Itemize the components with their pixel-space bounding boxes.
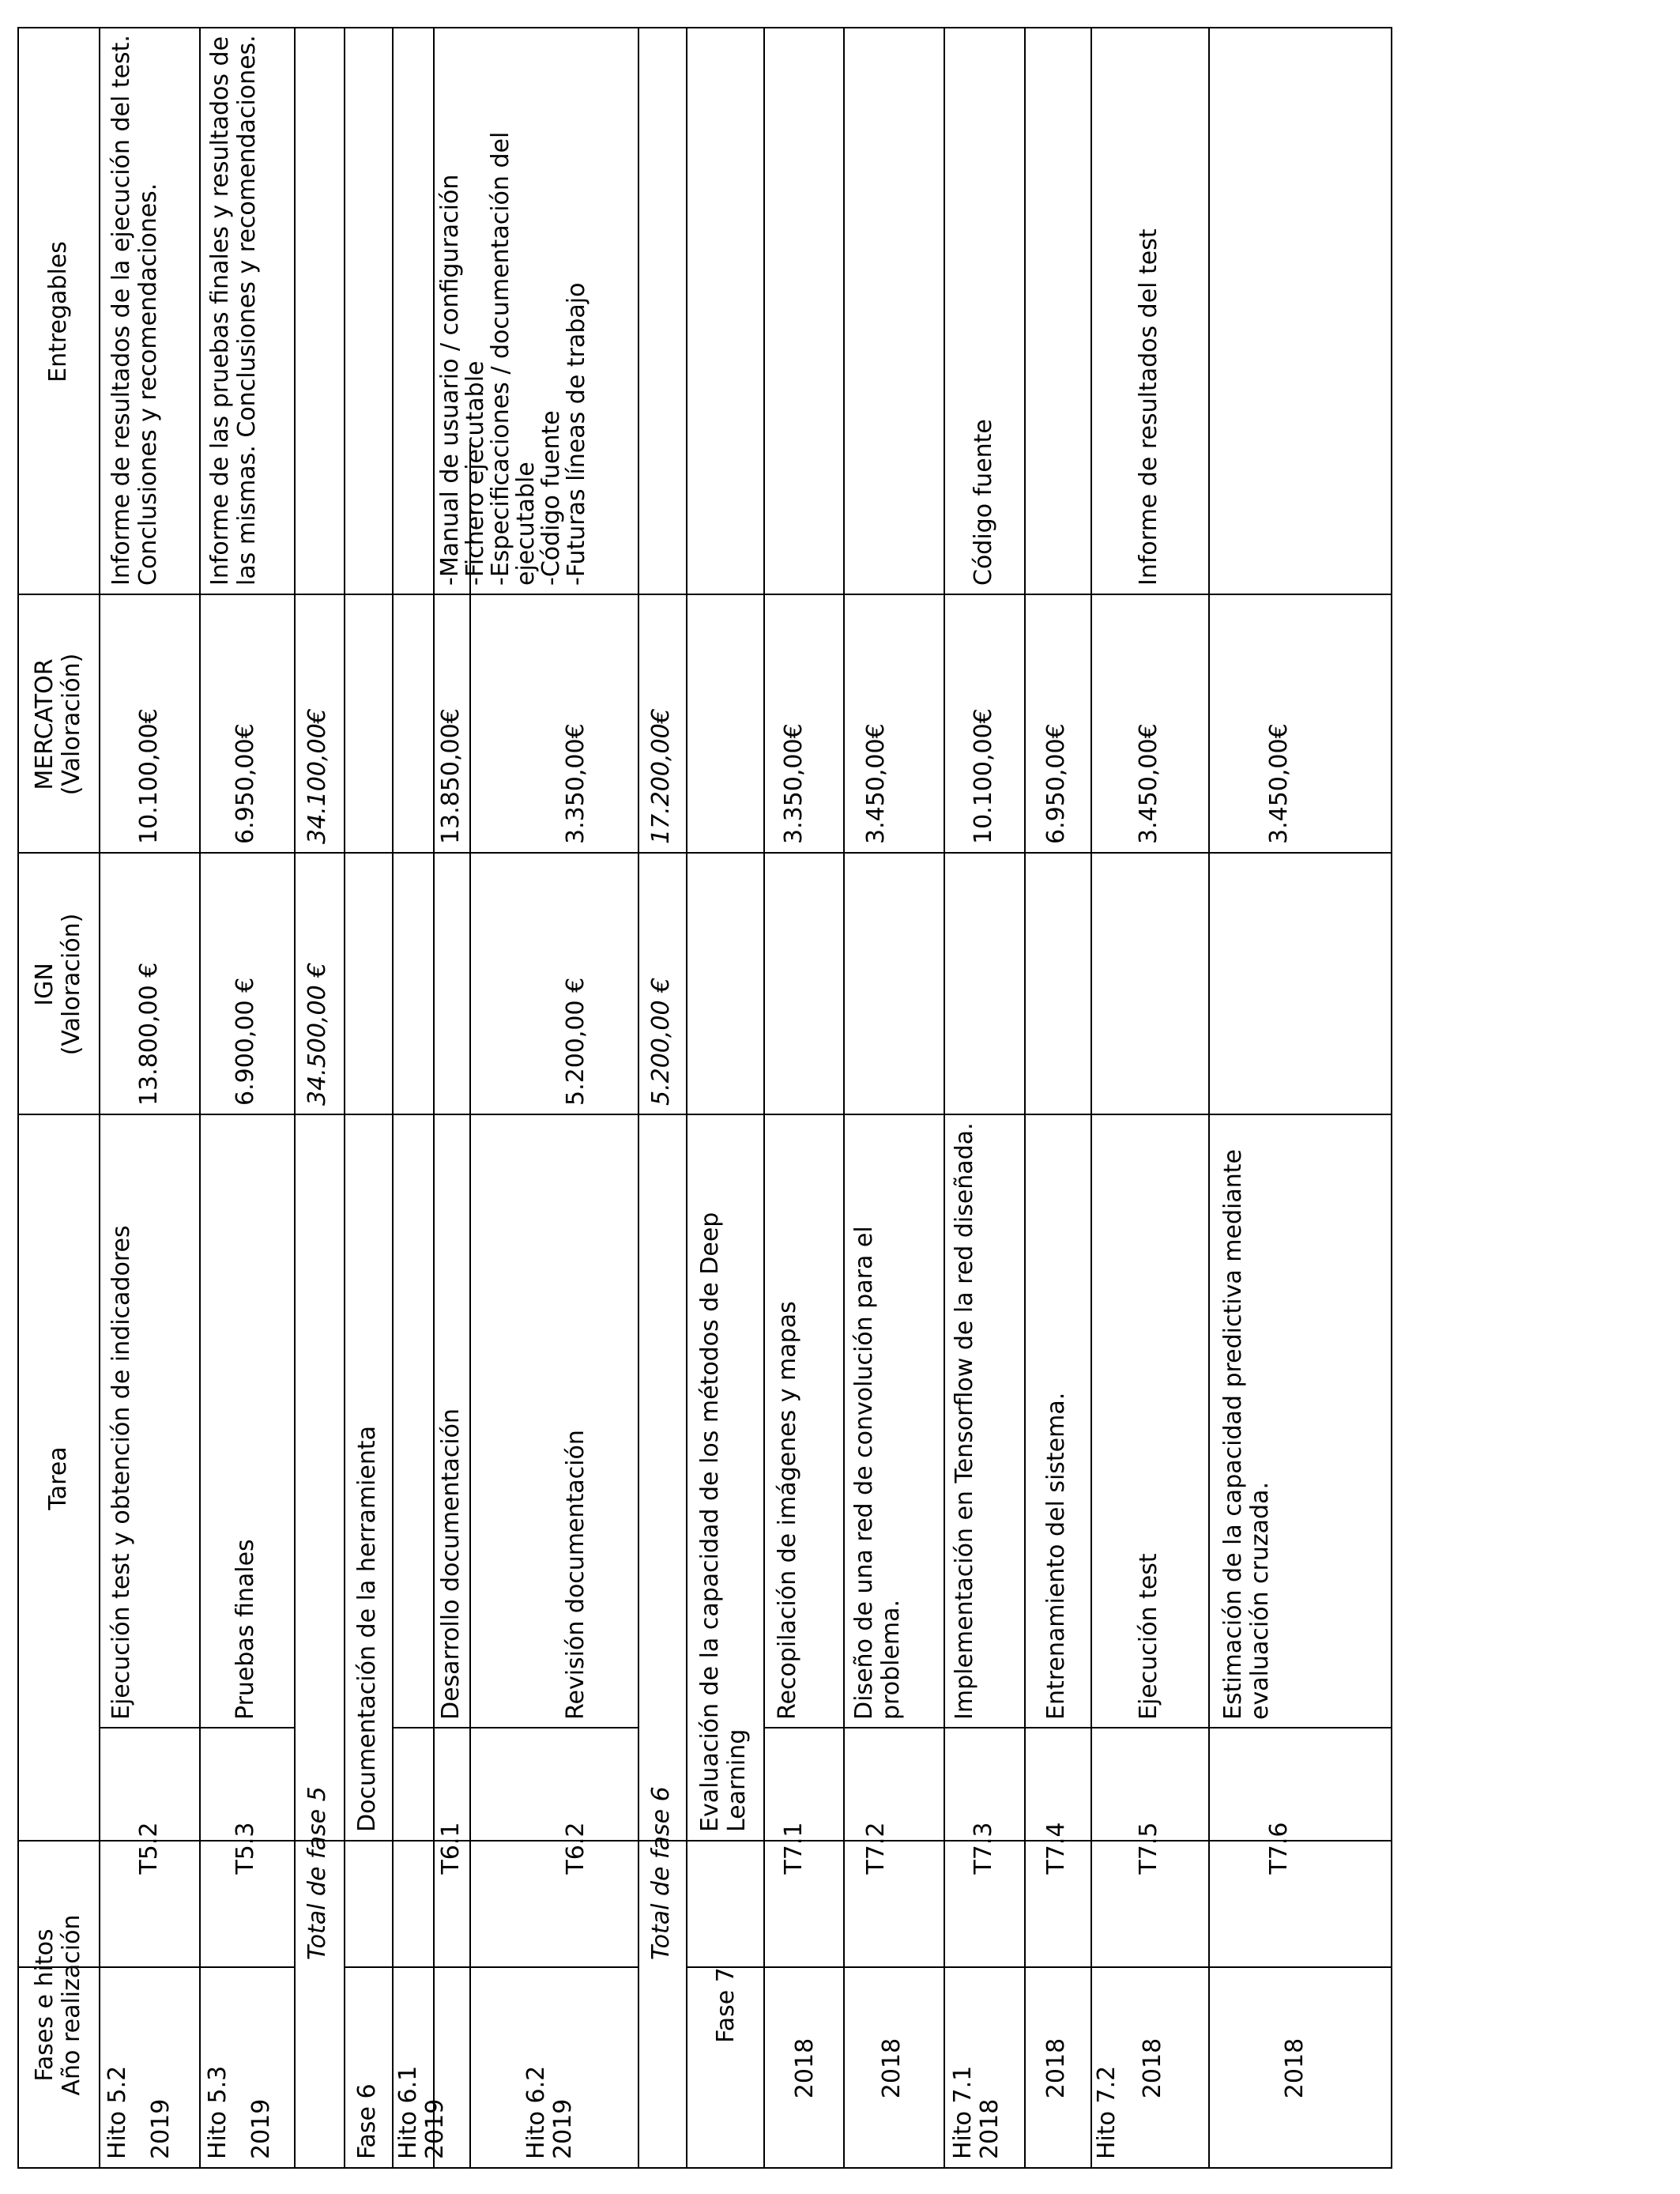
row1-task: Ejecución test y obtención de indicadores (107, 1225, 135, 1720)
row9-code: T7.1 (780, 1822, 808, 1875)
header-fases-line1: Fases e hitos (31, 1928, 58, 2082)
row6-task: Revisión documentación (562, 1430, 590, 1720)
row14-year: 2018 (1281, 2038, 1309, 2099)
row12-mercator: 6.950,00€ (1042, 723, 1070, 844)
row2-year: 2019 (247, 2098, 275, 2159)
row5-6-entregables (438, 32, 590, 586)
row4-task: Documentación de la herramienta (353, 1426, 381, 1832)
row11-code: T7.3 (970, 1822, 997, 1875)
row6-hito: Hito 6.2 (522, 2065, 550, 2159)
row14-task: Estimación de la capacidad predictiva mediante evaluación cruzada. (1219, 1149, 1274, 1720)
row7-total-label: Total de fase 6 (647, 1786, 675, 1960)
row2-entregable: Informe de las pruebas finales y resultados de las mismas. Conclusiones y recomendaciones. (206, 35, 261, 586)
row13-entregable: Informe de resultados del test (1135, 228, 1162, 586)
row10-year: 2018 (878, 2038, 906, 2099)
row11-year: 2018 (976, 2098, 1004, 2159)
row9-mercator: 3.350,00€ (780, 723, 808, 844)
row8-task: Evaluación de la capacidad de los métodos de Deep Learning (696, 1212, 751, 1832)
header-entregables: Entregables (44, 241, 72, 383)
header-mercator-line2: (Valoración) (58, 653, 85, 796)
entregable-item: -Código fuente (537, 410, 565, 586)
row1-entregable: Informe de resultados de la ejecución del test. Conclusiones y recomendaciones. (107, 35, 162, 586)
entregable-item: -Especificaciones / documentación del ejecutable (487, 131, 540, 586)
header-ign-line2: (Valoración) (58, 913, 85, 1056)
row9-task: Recopilación de imágenes y mapas (774, 1301, 801, 1720)
budget-table (17, 27, 1392, 2169)
row13-mercator: 3.450,00€ (1135, 723, 1162, 844)
row12-code: T7.4 (1042, 1822, 1070, 1875)
header-tarea: Tarea (44, 1446, 72, 1510)
row12-task: Entrenamiento del sistema. (1042, 1392, 1070, 1720)
row7-ign: 5.200,00 € (647, 977, 675, 1106)
row2-ign: 6.900,00 € (232, 977, 259, 1106)
entregable-item: -Manual de usuario / configuración (436, 174, 464, 586)
header-ign-line1: IGN (31, 963, 58, 1006)
row5-code: T6.1 (437, 1822, 465, 1875)
row7-mercator: 17.200,00€ (647, 708, 675, 844)
header-fases (32, 1842, 85, 2169)
row1-year: 2019 (147, 2098, 175, 2159)
header-mercator (32, 595, 85, 854)
row1-hito: Hito 5.2 (104, 2065, 131, 2159)
row1-mercator: 10.100,00€ (135, 708, 163, 844)
row1-code: T5.2 (135, 1822, 163, 1875)
row11-mercator: 10.100,00€ (970, 708, 997, 844)
entregable-item: -Futuras líneas de trabajo (563, 282, 590, 586)
header-fases-line2: Año realización (58, 1914, 85, 2096)
entregable-item: -Fichero ejecutable (461, 360, 489, 586)
row1-ign: 13.800,00 € (135, 962, 163, 1106)
row3-mercator: 34.100,00€ (303, 708, 331, 844)
row5-mercator: 13.850,00€ (437, 708, 465, 844)
row13-code: T7.5 (1135, 1822, 1162, 1875)
row5-task: Desarrollo documentación (437, 1408, 465, 1720)
row12-year: 2018 (1042, 2038, 1070, 2099)
row5-hito: Hito 6.1 (394, 2065, 422, 2159)
row13-task: Ejecución test (1135, 1553, 1162, 1720)
row10-code: T7.2 (862, 1822, 890, 1875)
row10-mercator: 3.450,00€ (862, 723, 890, 844)
row6-code: T6.2 (562, 1822, 590, 1875)
row3-total-label: Total de fase 5 (303, 1786, 331, 1960)
row6-mercator: 3.350,00€ (562, 723, 590, 844)
row5-year: 2019 (421, 2098, 449, 2159)
row6-ign: 5.200,00 € (562, 977, 590, 1106)
row9-year: 2018 (791, 2038, 819, 2099)
row2-mercator: 6.950,00€ (232, 723, 259, 844)
row6-year: 2019 (549, 2098, 577, 2159)
row13-year: 2018 (1139, 2038, 1166, 2099)
row2-code: T5.3 (232, 1822, 259, 1875)
row10-task: Diseño de una red de convolución para el problema. (850, 1226, 905, 1720)
row13-hito: Hito 7.2 (1093, 2065, 1121, 2159)
row8-fase: Fase 7 (712, 1967, 740, 2043)
row2-hito: Hito 5.3 (204, 2065, 232, 2159)
row11-entregable: Código fuente (970, 419, 997, 586)
row14-mercator: 3.450,00€ (1265, 723, 1293, 844)
row4-fase: Fase 6 (353, 2083, 381, 2159)
header-mercator-line1: MERCATOR (31, 658, 58, 790)
row2-task: Pruebas finales (232, 1539, 259, 1720)
rotated-page (17, 35, 1392, 2169)
row11-hito: Hito 7.1 (949, 2065, 977, 2159)
row11-task: Implementación en Tensorflow de la red diseñada. (951, 1122, 978, 1720)
header-ign (32, 854, 85, 1115)
row3-ign: 34.500,00 € (303, 962, 331, 1106)
row14-code: T7.6 (1265, 1822, 1293, 1875)
